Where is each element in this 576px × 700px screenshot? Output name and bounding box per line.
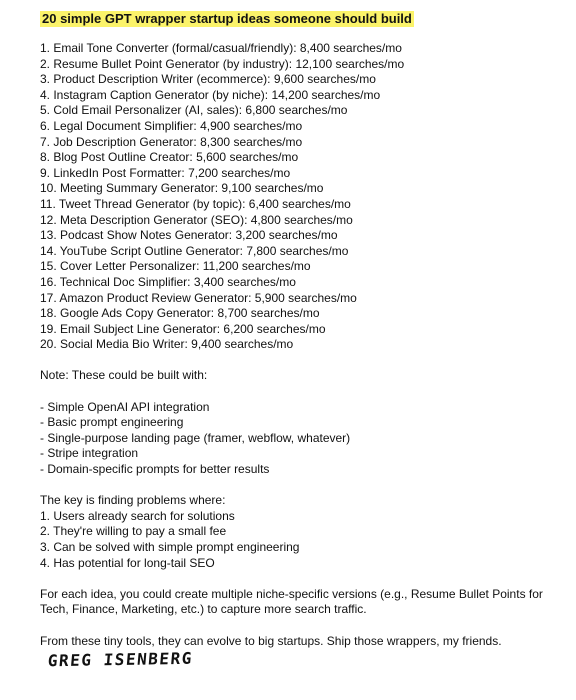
key-heading: The key is finding problems where: (40, 493, 226, 508)
spacer (40, 353, 560, 369)
idea-item: 4. Instagram Caption Generator (by niche): 14,200 searches/mo (40, 87, 381, 102)
document-body (40, 10, 560, 649)
idea-item: 2. Resume Bullet Point Generator (by industry): 12,100 searches/mo (40, 56, 405, 71)
idea-item: 3. Product Description Writer (ecommerce): 9,600 searches/mo (40, 72, 376, 87)
idea-item: 11. Tweet Thread Generator (by topic): 6,400 searches/mo (40, 196, 351, 211)
idea-item: 13. Podcast Show Notes Generator: 3,200 searches/mo (40, 228, 338, 243)
idea-item: 16. Technical Doc Simplifier: 3,400 searches/mo (40, 274, 296, 289)
key-item: 2. They're willing to pay a small fee (40, 524, 227, 539)
note-heading: Note: These could be built with: (40, 368, 208, 383)
idea-item: 5. Cold Email Personalizer (AI, sales): 6,800 searches/mo (40, 103, 348, 118)
idea-item: 15. Cover Letter Personalizer: 11,200 searches/mo (40, 259, 311, 274)
key-item: 1. Users already search for solutions (40, 508, 235, 523)
note-item: - Simple OpenAI API integration (40, 399, 210, 414)
document-title: 20 simple GPT wrapper startup ideas someone should build (42, 11, 412, 26)
key-section (40, 493, 560, 571)
spacer (40, 384, 560, 400)
spacer (40, 478, 560, 494)
idea-item: 14. YouTube Script Outline Generator: 7,800 searches/mo (40, 243, 349, 258)
idea-item: 20. Social Media Bio Writer: 9,400 searches/mo (40, 337, 294, 352)
note-item: - Single-purpose landing page (framer, webflow, whatever) (40, 430, 351, 445)
note-section (40, 368, 560, 477)
key-item: 3. Can be solved with simple prompt engineering (40, 540, 300, 554)
author-signature: GREG ISENBERG (47, 648, 194, 671)
idea-item: 1. Email Tone Converter (formal/casual/friendly): 8,400 searches/mo (40, 41, 402, 55)
closing-paragraph: From these tiny tools, they can evolve to big startups. Ship those wrappers, my friends. (40, 633, 502, 648)
spacer (40, 618, 560, 634)
idea-item: 8. Blog Post Outline Creator: 5,600 searches/mo (40, 150, 299, 165)
idea-item: 7. Job Description Generator: 8,300 searches/mo (40, 134, 303, 149)
niche-versions-paragraph: For each idea, you could create multiple niche-specific versions (e.g., Resume Bullet Points for Tech, Finance, Marketing, etc.) to capture more search traffic. (40, 586, 543, 617)
key-item: 4. Has potential for long-tail SEO (40, 555, 215, 570)
idea-item: 19. Email Subject Line Generator: 6,200 searches/mo (40, 321, 326, 336)
idea-item: 6. Legal Document Simplifier: 4,900 searches/mo (40, 118, 303, 133)
ideas-list (40, 41, 560, 353)
idea-item: 17. Amazon Product Review Generator: 5,900 searches/mo (40, 290, 357, 305)
idea-item: 9. LinkedIn Post Formatter: 7,200 searches/mo (40, 165, 291, 180)
idea-item: 12. Meta Description Generator (SEO): 4,800 searches/mo (40, 212, 353, 227)
idea-item: 18. Google Ads Copy Generator: 8,700 searches/mo (40, 306, 320, 321)
spacer (40, 571, 560, 587)
idea-item: 10. Meeting Summary Generator: 9,100 searches/mo (40, 181, 324, 196)
note-item: - Domain-specific prompts for better results (40, 462, 270, 477)
note-item: - Basic prompt engineering (40, 415, 184, 430)
note-item: - Stripe integration (40, 446, 139, 461)
